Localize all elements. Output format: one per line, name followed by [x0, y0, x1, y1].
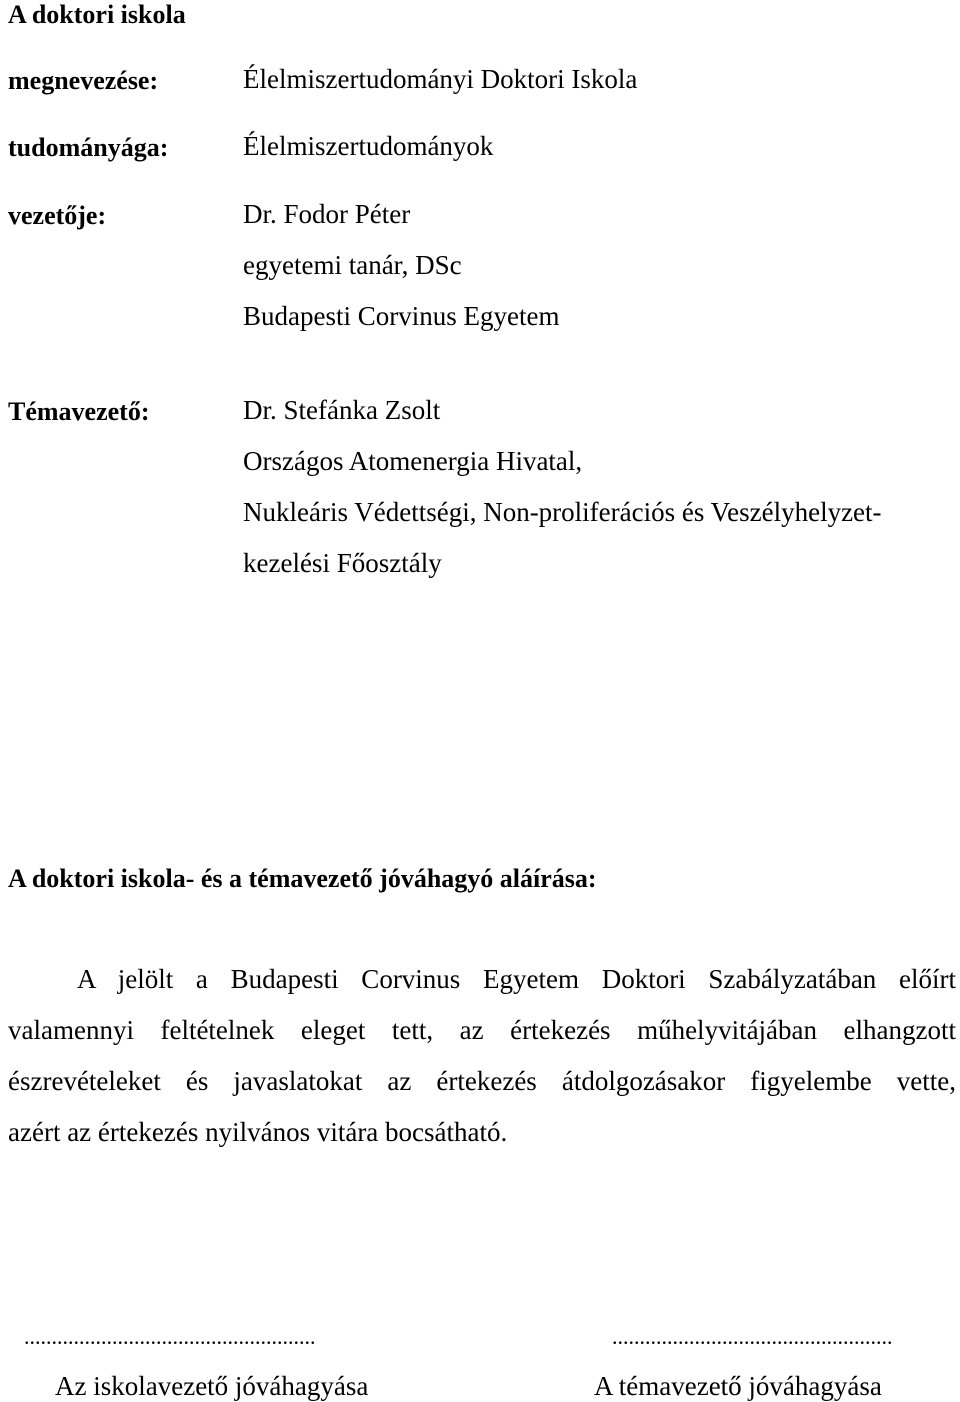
- approval-heading: A doktori iskola- és a témavezető jóváhagyó aláírása:: [8, 864, 597, 893]
- school-name-value: Élelmiszertudományi Doktori Iskola: [243, 64, 638, 94]
- supervisor-department-line2: kezelési Főosztály: [243, 548, 442, 578]
- field-value: Élelmiszertudományok: [243, 131, 494, 161]
- supervisor-name: Dr. Stefánka Zsolt: [243, 395, 441, 425]
- approval-paragraph-line-2: valamennyi feltételnek eleget tett, az értekezés műhelyvitájában elhangzott: [8, 1015, 956, 1045]
- supervisor-department-line1: Nukleáris Védettségi, Non-proliferációs és Veszélyhelyzet-: [243, 497, 882, 527]
- supervisor-signature-line: ...................................................: [612, 1324, 893, 1349]
- school-head-label: vezetője:: [8, 201, 107, 230]
- supervisor-approval-label: A témavezető jóváhagyása: [594, 1371, 882, 1401]
- supervisor-institution: Országos Atomenergia Hivatal,: [243, 446, 583, 476]
- supervisor-label: Témavezető:: [8, 397, 150, 426]
- school-head-name: Dr. Fodor Péter: [243, 199, 411, 229]
- approval-paragraph-line-3: észrevételeket és javaslatokat az értekezés átdolgozásakor figyelembe vette,: [8, 1066, 956, 1096]
- school-name-label: megnevezése:: [8, 66, 159, 95]
- doctoral-school-heading: A doktori iskola: [8, 0, 186, 29]
- approval-paragraph-line-1: A jelölt a Budapesti Corvinus Egyetem Doktori Szabályzatában előírt: [77, 964, 956, 994]
- school-head-institution: Budapesti Corvinus Egyetem: [243, 301, 560, 331]
- school-head-signature-line: .....................................................: [24, 1324, 316, 1349]
- school-head-title: egyetemi tanár, DSc: [243, 250, 462, 280]
- field-label: tudományága:: [8, 133, 169, 162]
- approval-paragraph-line-4: azért az értekezés nyilvános vitára bocsátható.: [8, 1117, 508, 1147]
- school-head-approval-label: Az iskolavezető jóváhagyása: [55, 1371, 369, 1401]
